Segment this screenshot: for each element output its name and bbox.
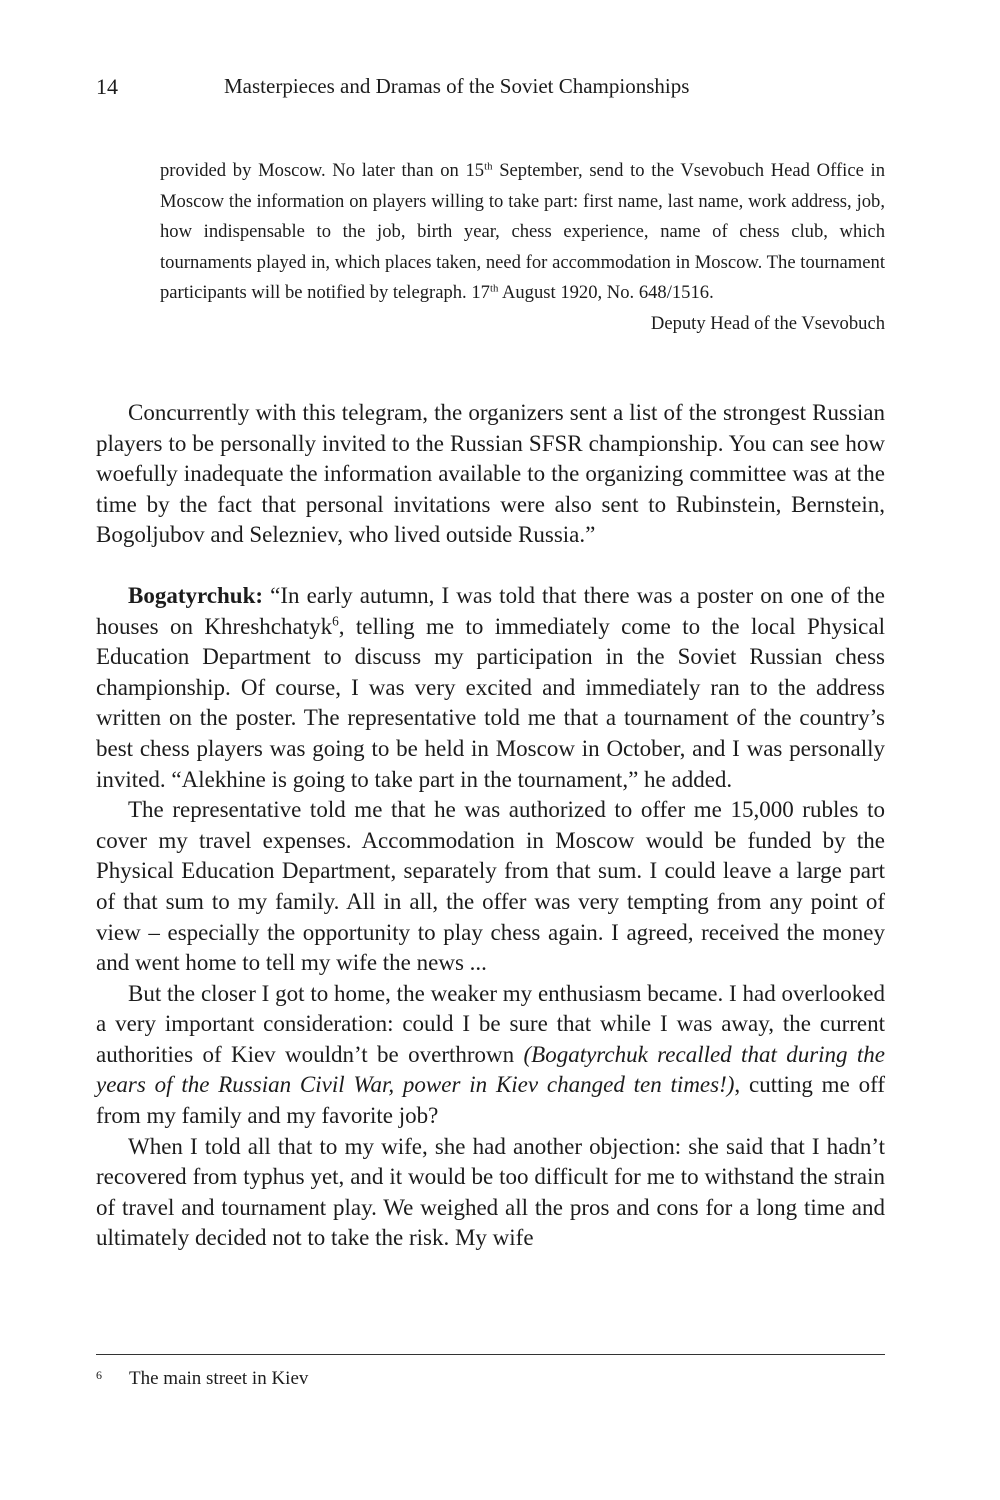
editorial-aside: (Bogatyrchuk recalled that during the years of the Russian Civil War, power in Kiev changed ten times!) (96, 1041, 885, 1098)
footnote-mark: 6 (96, 1368, 102, 1382)
footnote-text: The main street in Kiev (129, 1368, 309, 1389)
footnote-divider (96, 1354, 885, 1355)
running-header (96, 74, 886, 106)
ordinal-suffix: th (484, 160, 493, 173)
paragraph: Concurrently with this telegram, the organizers sent a list of the strongest Russian players to be personally invited to the Russian SFSR championship. You can see how woefully inadequate the information available to the organizing committee was at the time by the fact that personal invitations were also sent to Rubinstein, Bernstein, Bogoljubov and Selezniev, who lived outside Russia.” (96, 400, 885, 548)
paragraph: When I told all that to my wife, she had another objection: she said that I hadn’t recovered from typhus yet, and it would be too difficult for me to withstand the strain of travel and tournament play. We weighed all the pros and cons for a long time and ultimately decided not to take the risk. My wife (96, 1133, 885, 1251)
ordinal-suffix: th (489, 282, 499, 295)
paragraph: But the closer I got to home, the weaker my enthusiasm became. I had overlooked a very important consideration: could I be sure that while I was away, the current authorities of Kiev wouldn’t be overthrown (Bogatyrchuk recalled that during the years of the Russian Civil War, power in Kiev changed ten times!), cutting me off from my family and my favorite job? (96, 980, 885, 1129)
body-text (96, 398, 885, 1254)
speaker-name: Bogatyrchuk: (128, 582, 264, 608)
quote-text: provided by Moscow. No later than on 15th September, send to the Vsevobuch Head Office in Moscow the information on players willing to take part: first name, last name, work address, job, how indispensable to the job, birth year, chess experience, name of chess club, which tournaments played in, which places taken, need for accommodation in Moscow. The tournament participants will be notified by telegraph. 17th August 1920, No. 648/1516. (160, 160, 885, 304)
telegram-quote (160, 156, 885, 340)
page-number: 14 (96, 74, 118, 99)
footnote-reference: 6 (332, 613, 339, 629)
paragraph: Bogatyrchuk: “In early autumn, I was told that there was a poster on one of the houses on Khreshchatyk$^6$, telling me to immediately come to the local Physical Education Department to discuss my participation in the Soviet Russian chess championship. Of course, I was very excited and immediately ran to the address written on the poster. The representative told me that a tournament of the country’s best chess players was going to be held in Moscow in October, and I was personally invited. “Alekhine is going to take part in the tournament,” he added. (96, 582, 885, 792)
quote-signature: Deputy Head of the Vsevobuch (650, 312, 885, 334)
running-title: Masterpieces and Dramas of the Soviet Championships (224, 74, 690, 98)
paragraph: The representative told me that he was authorized to offer me 15,000 rubles to cover my travel expenses. Accommodation in Moscow would be funded by the Physical Education Department, separately from that sum. I could leave a large part of that sum to my family. All in all, the offer was very tempting from any point of view – especially the opportunity to play chess again. I agreed, received the money and went home to tell my wife the news ... (96, 797, 885, 976)
